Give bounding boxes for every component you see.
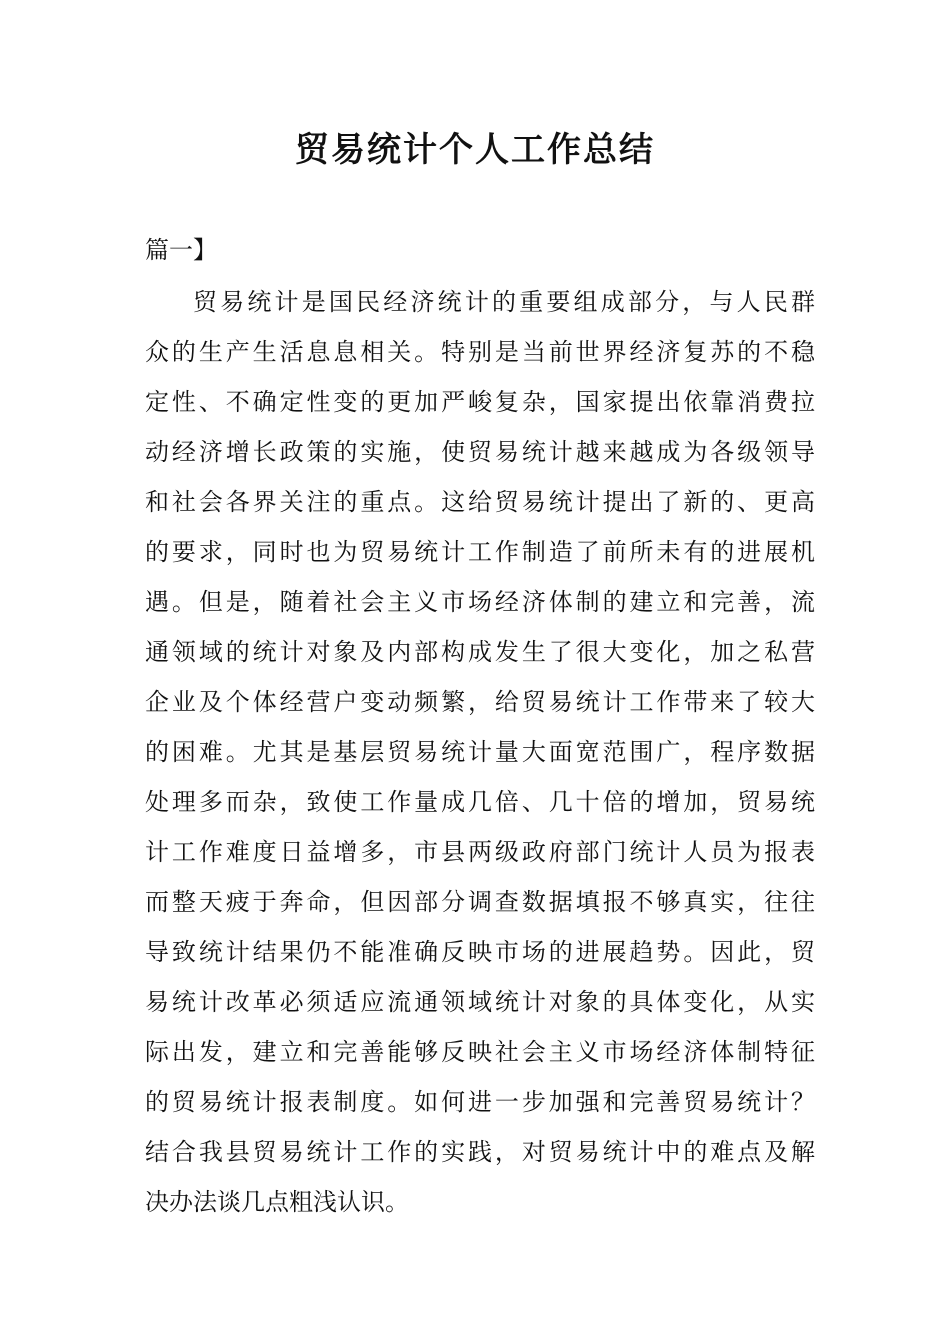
paragraph-line: 而整天疲于奔命，但因部分调查数据填报不够真实，往往: [145, 888, 815, 916]
paragraph-line: 贸易统计是国民经济统计的重要组成部分，与人民群: [193, 288, 815, 316]
paragraph-line: 决办法谈几点粗浅认识。: [145, 1188, 409, 1216]
paragraph-line: 结合我县贸易统计工作的实践，对贸易统计中的难点及解: [145, 1138, 815, 1166]
paragraph-line: 和社会各界关注的重点。这给贸易统计提出了新的、更高: [145, 488, 815, 516]
paragraph-line: 计工作难度日益增多，市县两级政府部门统计人员为报表: [145, 838, 815, 866]
paragraph-line: 动经济增长政策的实施，使贸易统计越来越成为各级领导: [145, 438, 815, 466]
document-title: 贸易统计个人工作总结: [295, 130, 655, 170]
paragraph-line: 遇。但是，随着社会主义市场经济体制的建立和完善，流: [145, 588, 815, 616]
paragraph-line: 企业及个体经营户变动频繁，给贸易统计工作带来了较大: [145, 688, 815, 716]
paragraph-line: 的贸易统计报表制度。如何进一步加强和完善贸易统计？: [145, 1088, 815, 1116]
paragraph-line: 处理多而杂，致使工作量成几倍、几十倍的增加，贸易统: [145, 788, 815, 816]
paragraph-line: 导致统计结果仍不能准确反映市场的进展趋势。因此，贸: [145, 938, 815, 966]
paragraph-line: 的困难。尤其是基层贸易统计量大面宽范围广，程序数据: [145, 738, 815, 766]
section-label: 篇一】: [145, 236, 217, 264]
body-paragraph: [145, 277, 815, 1227]
paragraph-line: 通领域的统计对象及内部构成发生了很大变化，加之私营: [145, 638, 815, 666]
paragraph-line: 易统计改革必须适应流通领域统计对象的具体变化，从实: [145, 988, 815, 1016]
paragraph-line: 的要求，同时也为贸易统计工作制造了前所未有的进展机: [145, 538, 815, 566]
paragraph-line: 众的生产生活息息相关。特别是当前世界经济复苏的不稳: [145, 338, 815, 366]
paragraph-line: 定性、不确定性变的更加严峻复杂，国家提出依靠消费拉: [145, 388, 815, 416]
paragraph-line: 际出发，建立和完善能够反映社会主义市场经济体制特征: [145, 1038, 815, 1066]
